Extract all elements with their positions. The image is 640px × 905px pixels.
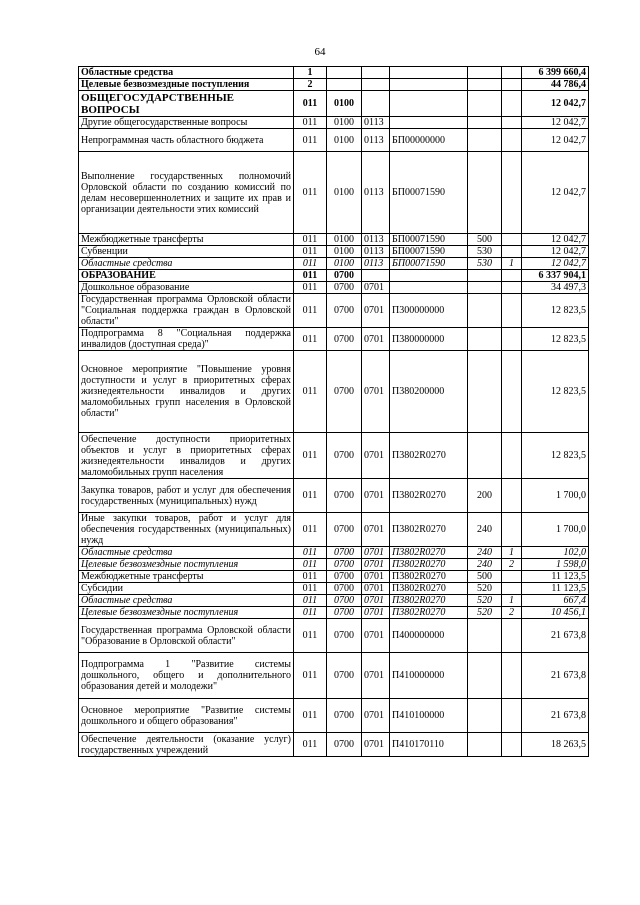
table-cell-section: 0100 — [327, 258, 362, 270]
table-cell-amount: 21 673,8 — [522, 699, 589, 733]
table-cell-source — [502, 129, 522, 152]
table-cell-name: Обеспечение деятельности (оказание услуг) государственных учреждений — [79, 733, 294, 757]
table-cell-admin-code: 011 — [294, 91, 327, 117]
table-cell-expense-type: 530 — [468, 258, 502, 270]
table-cell-subsection: 0701 — [362, 699, 390, 733]
table-cell-amount: 6 399 660,4 — [522, 67, 589, 79]
table-cell-subsection: 0701 — [362, 619, 390, 653]
table-cell-admin-code: 011 — [294, 270, 327, 282]
table-cell-section: 0100 — [327, 129, 362, 152]
table-cell-admin-code: 011 — [294, 583, 327, 595]
table-cell-section: 0700 — [327, 699, 362, 733]
table-cell-admin-code: 011 — [294, 117, 327, 129]
table-cell-subsection: 0701 — [362, 653, 390, 699]
table-cell-admin-code: 011 — [294, 258, 327, 270]
table-row — [79, 595, 589, 607]
table-cell-section: 0700 — [327, 433, 362, 479]
table-cell-expense-type — [468, 117, 502, 129]
table-cell-section: 0100 — [327, 234, 362, 246]
table-cell-expense-type — [468, 653, 502, 699]
table-cell-target-article: П3802R0270 — [390, 607, 468, 619]
table-cell-subsection: 0113 — [362, 129, 390, 152]
table-cell-target-article — [390, 117, 468, 129]
table-cell-section: 0700 — [327, 270, 362, 282]
table-cell-amount: 34 497,3 — [522, 282, 589, 294]
table-cell-amount: 18 263,5 — [522, 733, 589, 757]
table-row — [79, 619, 589, 653]
table-cell-amount: 12 042,7 — [522, 246, 589, 258]
page-number: 64 — [314, 46, 326, 58]
table-cell-name: Иные закупки товаров, работ и услуг для обеспечения государственных (муниципальных) нужд — [79, 513, 294, 547]
table-cell-source — [502, 328, 522, 351]
table-row — [79, 328, 589, 351]
table-cell-amount: 12 823,5 — [522, 433, 589, 479]
table-cell-expense-type — [468, 351, 502, 433]
table-cell-amount: 667,4 — [522, 595, 589, 607]
table-row — [79, 234, 589, 246]
table-cell-section: 0700 — [327, 282, 362, 294]
table-cell-name: Непрограммная часть областного бюджета — [79, 129, 294, 152]
table-cell-expense-type — [468, 699, 502, 733]
table-row — [79, 294, 589, 328]
table-cell-admin-code: 1 — [294, 67, 327, 79]
table-cell-admin-code: 011 — [294, 699, 327, 733]
table-cell-amount: 12 042,7 — [522, 129, 589, 152]
table-cell-expense-type — [468, 294, 502, 328]
table-cell-expense-type: 520 — [468, 607, 502, 619]
table-cell-admin-code: 011 — [294, 152, 327, 234]
table-cell-subsection: 0701 — [362, 433, 390, 479]
table-cell-name: Подпрограмма 8 "Социальная поддержка инвалидов (доступная среда)" — [79, 328, 294, 351]
table-cell-expense-type — [468, 152, 502, 234]
table-cell-name: Другие общегосударственные вопросы — [79, 117, 294, 129]
table-cell-name: Основное мероприятие "Повышение уровня доступности и услуг в приоритетных сферах жизнедеятельности инвалидов и других маломобильных групп населения в Орловской области" — [79, 351, 294, 433]
table-cell-amount: 12 823,5 — [522, 294, 589, 328]
table-cell-subsection: 0701 — [362, 513, 390, 547]
table-cell-target-article: П380200000 — [390, 351, 468, 433]
table-cell-source — [502, 653, 522, 699]
table-cell-amount: 21 673,8 — [522, 653, 589, 699]
table-cell-name: Областные средства — [79, 258, 294, 270]
table-cell-source: 1 — [502, 547, 522, 559]
table-cell-expense-type: 240 — [468, 547, 502, 559]
table-cell-admin-code: 011 — [294, 328, 327, 351]
table-cell-source — [502, 79, 522, 91]
table-cell-section: 0100 — [327, 117, 362, 129]
table-cell-section: 0700 — [327, 619, 362, 653]
table-row — [79, 282, 589, 294]
table-cell-subsection: 0701 — [362, 583, 390, 595]
table-cell-name: Основное мероприятие "Развитие системы дошкольного и общего образования" — [79, 699, 294, 733]
table-body — [79, 67, 589, 757]
table-cell-source — [502, 583, 522, 595]
table-cell-expense-type — [468, 282, 502, 294]
table-cell-subsection: 0701 — [362, 351, 390, 433]
table-cell-source: 1 — [502, 258, 522, 270]
budget-table — [78, 66, 589, 757]
table-cell-target-article: БП00071590 — [390, 258, 468, 270]
table-row — [79, 433, 589, 479]
table-cell-expense-type — [468, 619, 502, 653]
table-cell-source — [502, 479, 522, 513]
table-cell-amount: 21 673,8 — [522, 619, 589, 653]
table-row — [79, 583, 589, 595]
table-cell-source — [502, 433, 522, 479]
table-cell-source — [502, 294, 522, 328]
table-cell-target-article — [390, 79, 468, 91]
table-row — [79, 607, 589, 619]
table-cell-target-article: П3802R0270 — [390, 583, 468, 595]
table-cell-name: Государственная программа Орловской области "Социальная поддержка граждан в Орловской области" — [79, 294, 294, 328]
table-cell-amount: 12 823,5 — [522, 351, 589, 433]
table-row — [79, 733, 589, 757]
table-cell-section: 0100 — [327, 152, 362, 234]
table-cell-subsection — [362, 270, 390, 282]
table-cell-admin-code: 011 — [294, 246, 327, 258]
table-cell-section: 0700 — [327, 547, 362, 559]
table-cell-admin-code: 011 — [294, 513, 327, 547]
table-cell-target-article — [390, 270, 468, 282]
table-cell-target-article: П3802R0270 — [390, 479, 468, 513]
table-cell-section: 0100 — [327, 246, 362, 258]
table-cell-target-article: П3802R0270 — [390, 547, 468, 559]
table-cell-source: 2 — [502, 607, 522, 619]
table-cell-target-article: П380000000 — [390, 328, 468, 351]
table-cell-source — [502, 513, 522, 547]
table-cell-section — [327, 67, 362, 79]
table-cell-name: Выполнение государственных полномочий Орловской области по созданию комиссий по делам несовершеннолетних и защите их прав и организации деятельности этих комиссий — [79, 152, 294, 234]
table-cell-subsection: 0701 — [362, 282, 390, 294]
table-cell-section: 0700 — [327, 294, 362, 328]
table-cell-source — [502, 246, 522, 258]
table-cell-source — [502, 619, 522, 653]
table-cell-subsection: 0113 — [362, 234, 390, 246]
table-cell-target-article: П400000000 — [390, 619, 468, 653]
table-cell-target-article — [390, 282, 468, 294]
table-cell-source — [502, 67, 522, 79]
table-cell-source — [502, 699, 522, 733]
table-row — [79, 246, 589, 258]
table-cell-amount: 12 823,5 — [522, 328, 589, 351]
table-cell-expense-type — [468, 91, 502, 117]
table-cell-target-article: П300000000 — [390, 294, 468, 328]
table-cell-section: 0700 — [327, 653, 362, 699]
table-cell-name: Целевые безвозмездные поступления — [79, 607, 294, 619]
table-cell-admin-code: 011 — [294, 733, 327, 757]
table-cell-expense-type — [468, 328, 502, 351]
table-cell-amount: 10 456,1 — [522, 607, 589, 619]
table-cell-expense-type: 200 — [468, 479, 502, 513]
table-row — [79, 513, 589, 547]
table-cell-amount: 44 786,4 — [522, 79, 589, 91]
table-cell-source: 1 — [502, 595, 522, 607]
table-cell-target-article: П410100000 — [390, 699, 468, 733]
table-cell-admin-code: 011 — [294, 294, 327, 328]
table-row — [79, 152, 589, 234]
table-cell-name: Областные средства — [79, 67, 294, 79]
table-cell-amount: 1 598,0 — [522, 559, 589, 571]
table-cell-name: Целевые безвозмездные поступления — [79, 559, 294, 571]
table-row — [79, 547, 589, 559]
table-cell-section: 0700 — [327, 595, 362, 607]
table-cell-amount: 12 042,7 — [522, 234, 589, 246]
table-row — [79, 91, 589, 117]
table-cell-section: 0700 — [327, 583, 362, 595]
table-cell-name: Целевые безвозмездные поступления — [79, 79, 294, 91]
table-cell-amount: 1 700,0 — [522, 479, 589, 513]
table-cell-section: 0700 — [327, 351, 362, 433]
table-cell-target-article: П3802R0270 — [390, 433, 468, 479]
table-cell-target-article: БП00071590 — [390, 234, 468, 246]
table-cell-admin-code: 011 — [294, 282, 327, 294]
table-cell-source — [502, 91, 522, 117]
table-cell-admin-code: 011 — [294, 351, 327, 433]
table-cell-subsection: 0113 — [362, 117, 390, 129]
table-cell-section: 0700 — [327, 479, 362, 513]
table-cell-section: 0100 — [327, 91, 362, 117]
table-row — [79, 79, 589, 91]
table-cell-subsection: 0701 — [362, 547, 390, 559]
table-cell-section: 0700 — [327, 607, 362, 619]
table-cell-admin-code: 011 — [294, 607, 327, 619]
table-cell-admin-code: 011 — [294, 595, 327, 607]
table-cell-section: 0700 — [327, 513, 362, 547]
table-cell-admin-code: 011 — [294, 479, 327, 513]
table-row — [79, 571, 589, 583]
table-cell-admin-code: 011 — [294, 559, 327, 571]
table-cell-expense-type: 500 — [468, 571, 502, 583]
table-cell-expense-type — [468, 270, 502, 282]
table-cell-section: 0700 — [327, 571, 362, 583]
table-cell-source — [502, 571, 522, 583]
table-cell-amount: 11 123,5 — [522, 583, 589, 595]
table-cell-target-article: П3802R0270 — [390, 513, 468, 547]
table-cell-name: Государственная программа Орловской области "Образование в Орловской области" — [79, 619, 294, 653]
table-cell-source — [502, 270, 522, 282]
table-cell-name: Обеспечение доступности приоритетных объектов и услуг в приоритетных сферах жизнедеятельности инвалидов и других маломобильных групп населения — [79, 433, 294, 479]
table-cell-target-article: П410000000 — [390, 653, 468, 699]
table-row — [79, 117, 589, 129]
table-cell-source — [502, 117, 522, 129]
table-cell-amount: 12 042,7 — [522, 152, 589, 234]
table-cell-name: Закупка товаров, работ и услуг для обеспечения государственных (муниципальных) нужд — [79, 479, 294, 513]
table-row — [79, 270, 589, 282]
table-cell-source — [502, 234, 522, 246]
table-row — [79, 129, 589, 152]
table-cell-target-article: П3802R0270 — [390, 571, 468, 583]
table-cell-amount: 12 042,7 — [522, 258, 589, 270]
table-cell-subsection — [362, 67, 390, 79]
table-cell-name: Дошкольное образование — [79, 282, 294, 294]
table-cell-target-article — [390, 67, 468, 79]
table-row — [79, 67, 589, 79]
table-cell-expense-type: 520 — [468, 583, 502, 595]
table-cell-amount: 12 042,7 — [522, 117, 589, 129]
table-cell-name: Межбюджетные трансферты — [79, 571, 294, 583]
table-row — [79, 351, 589, 433]
table-cell-source — [502, 351, 522, 433]
table-row — [79, 258, 589, 270]
table-cell-name: Субвенции — [79, 246, 294, 258]
table-cell-amount: 11 123,5 — [522, 571, 589, 583]
table-cell-expense-type: 240 — [468, 559, 502, 571]
table-row — [79, 479, 589, 513]
table-cell-subsection: 0113 — [362, 152, 390, 234]
table-row — [79, 653, 589, 699]
table-cell-name: Подпрограмма 1 "Развитие системы дошкольного, общего и дополнительного образования детей и молодежи" — [79, 653, 294, 699]
table-cell-source — [502, 733, 522, 757]
table-cell-subsection: 0701 — [362, 571, 390, 583]
table-cell-section: 0700 — [327, 328, 362, 351]
table-cell-subsection: 0701 — [362, 479, 390, 513]
table-cell-expense-type — [468, 67, 502, 79]
table-cell-section — [327, 79, 362, 91]
table-cell-admin-code: 011 — [294, 619, 327, 653]
table-cell-subsection: 0701 — [362, 595, 390, 607]
table-cell-subsection: 0701 — [362, 559, 390, 571]
table-cell-admin-code: 2 — [294, 79, 327, 91]
table-cell-admin-code: 011 — [294, 234, 327, 246]
table-cell-subsection: 0701 — [362, 607, 390, 619]
table-cell-target-article: П3802R0270 — [390, 559, 468, 571]
table-cell-target-article: БП00000000 — [390, 129, 468, 152]
table-cell-expense-type — [468, 733, 502, 757]
table-cell-subsection: 0701 — [362, 733, 390, 757]
table-cell-name: Областные средства — [79, 595, 294, 607]
table-cell-target-article: П410170110 — [390, 733, 468, 757]
table-cell-expense-type — [468, 433, 502, 479]
table-cell-expense-type: 500 — [468, 234, 502, 246]
table-cell-subsection: 0113 — [362, 258, 390, 270]
table-cell-name: Межбюджетные трансферты — [79, 234, 294, 246]
table-cell-section: 0700 — [327, 559, 362, 571]
table-cell-expense-type: 520 — [468, 595, 502, 607]
table-cell-expense-type — [468, 79, 502, 91]
table-cell-amount: 1 700,0 — [522, 513, 589, 547]
table-cell-target-article: БП00071590 — [390, 246, 468, 258]
table-cell-admin-code: 011 — [294, 653, 327, 699]
table-cell-target-article — [390, 91, 468, 117]
table-cell-name: ОБЩЕГОСУДАРСТВЕННЫЕ ВОПРОСЫ — [79, 91, 294, 117]
table-cell-name: Областные средства — [79, 547, 294, 559]
table-cell-target-article: П3802R0270 — [390, 595, 468, 607]
table-cell-name: Субсидии — [79, 583, 294, 595]
table-cell-admin-code: 011 — [294, 433, 327, 479]
table-cell-expense-type — [468, 129, 502, 152]
table-cell-expense-type: 530 — [468, 246, 502, 258]
table-cell-admin-code: 011 — [294, 571, 327, 583]
table-cell-subsection: 0701 — [362, 294, 390, 328]
table-cell-source — [502, 282, 522, 294]
table-cell-source: 2 — [502, 559, 522, 571]
table-cell-admin-code: 011 — [294, 129, 327, 152]
table-cell-name: ОБРАЗОВАНИЕ — [79, 270, 294, 282]
table-cell-source — [502, 152, 522, 234]
table-cell-subsection: 0113 — [362, 246, 390, 258]
table-row — [79, 559, 589, 571]
table-cell-admin-code: 011 — [294, 547, 327, 559]
table-row — [79, 699, 589, 733]
table-cell-subsection — [362, 91, 390, 117]
table-cell-amount: 12 042,7 — [522, 91, 589, 117]
table-cell-amount: 6 337 904,1 — [522, 270, 589, 282]
table-cell-amount: 102,0 — [522, 547, 589, 559]
table-cell-subsection — [362, 79, 390, 91]
table-cell-subsection: 0701 — [362, 328, 390, 351]
table-cell-section: 0700 — [327, 733, 362, 757]
table-cell-target-article: БП00071590 — [390, 152, 468, 234]
table-cell-expense-type: 240 — [468, 513, 502, 547]
